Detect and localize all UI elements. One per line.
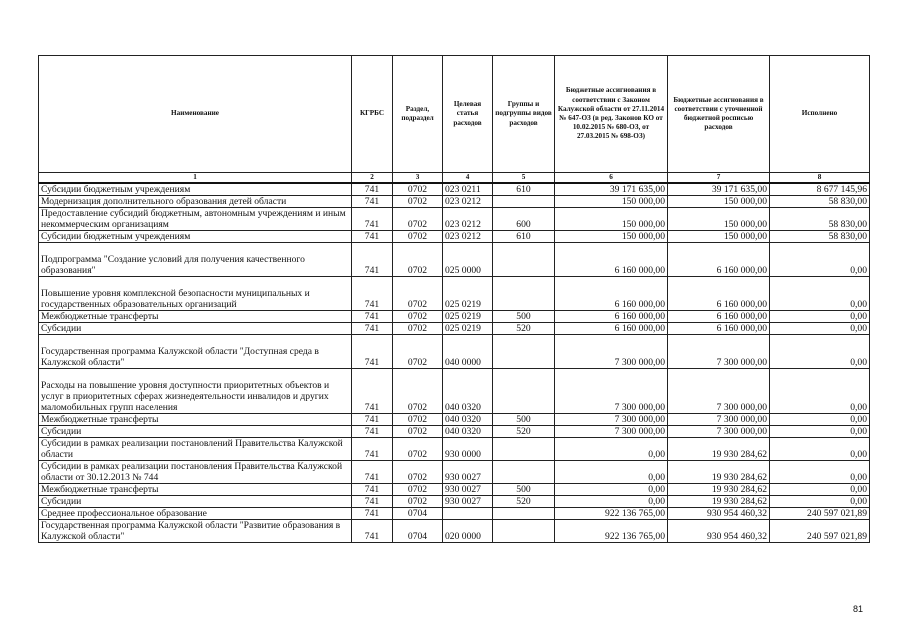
cell-name: Субсидии [39, 496, 352, 508]
table-body [39, 183, 870, 543]
cell-executed: 240 597 021,89 [770, 508, 870, 520]
cell-section: 0702 [393, 484, 443, 496]
cell-name: Среднее профессиональное образование [39, 508, 352, 520]
cell-law: 6 160 000,00 [555, 243, 668, 277]
cell-executed: 0,00 [770, 496, 870, 508]
cell-target: 025 0219 [443, 323, 493, 335]
cell-plan: 39 171 635,00 [668, 183, 770, 196]
column-number: 3 [393, 173, 443, 184]
cell-name: Модернизация дополнительного образования детей области [39, 196, 352, 208]
cell-group [493, 335, 555, 369]
cell-plan: 6 160 000,00 [668, 323, 770, 335]
table-row [39, 311, 870, 323]
cell-kgrbs: 741 [352, 520, 393, 543]
cell-name: Субсидии в рамках реализации постановлений Правительства Калужской области [39, 438, 352, 461]
cell-section: 0702 [393, 438, 443, 461]
cell-name: Субсидии [39, 323, 352, 335]
cell-target: 023 0212 [443, 231, 493, 243]
cell-section: 0702 [393, 208, 443, 231]
cell-target: 040 0000 [443, 335, 493, 369]
cell-kgrbs: 741 [352, 231, 393, 243]
cell-law: 922 136 765,00 [555, 520, 668, 543]
cell-plan: 930 954 460,32 [668, 508, 770, 520]
cell-law: 922 136 765,00 [555, 508, 668, 520]
column-number: 7 [668, 173, 770, 184]
cell-group [493, 508, 555, 520]
cell-plan: 150 000,00 [668, 196, 770, 208]
table-row [39, 243, 870, 277]
cell-law: 150 000,00 [555, 196, 668, 208]
cell-plan: 7 300 000,00 [668, 335, 770, 369]
cell-group: 610 [493, 231, 555, 243]
cell-executed: 0,00 [770, 311, 870, 323]
cell-group: 520 [493, 323, 555, 335]
table-row [39, 196, 870, 208]
column-number-row [39, 173, 870, 184]
cell-executed: 0,00 [770, 426, 870, 438]
cell-group [493, 461, 555, 484]
table-row [39, 520, 870, 543]
table-row [39, 438, 870, 461]
cell-law: 39 171 635,00 [555, 183, 668, 196]
cell-plan: 19 930 284,62 [668, 438, 770, 461]
cell-executed: 58 830,00 [770, 231, 870, 243]
cell-group [493, 520, 555, 543]
cell-kgrbs: 741 [352, 311, 393, 323]
table-row [39, 426, 870, 438]
cell-name: Подпрограмма "Создание условий для получения качественного образования" [39, 243, 352, 277]
cell-section: 0704 [393, 508, 443, 520]
cell-target: 023 0211 [443, 183, 493, 196]
cell-group: 520 [493, 426, 555, 438]
cell-executed: 240 597 021,89 [770, 520, 870, 543]
column-number: 4 [443, 173, 493, 184]
cell-plan: 19 930 284,62 [668, 461, 770, 484]
cell-target: 023 0212 [443, 208, 493, 231]
cell-section: 0702 [393, 277, 443, 311]
cell-name: Субсидии бюджетным учреждениям [39, 183, 352, 196]
cell-section: 0702 [393, 243, 443, 277]
header-name: Наименование [39, 56, 352, 173]
cell-kgrbs: 741 [352, 426, 393, 438]
table-row [39, 231, 870, 243]
cell-executed: 0,00 [770, 438, 870, 461]
cell-kgrbs: 741 [352, 208, 393, 231]
cell-plan: 150 000,00 [668, 208, 770, 231]
cell-target: 040 0320 [443, 369, 493, 414]
table-row [39, 461, 870, 484]
cell-section: 0704 [393, 520, 443, 543]
cell-plan: 19 930 284,62 [668, 496, 770, 508]
cell-kgrbs: 741 [352, 335, 393, 369]
cell-executed: 0,00 [770, 335, 870, 369]
cell-law: 0,00 [555, 484, 668, 496]
cell-executed: 0,00 [770, 277, 870, 311]
cell-law: 6 160 000,00 [555, 311, 668, 323]
cell-law: 7 300 000,00 [555, 335, 668, 369]
cell-law: 0,00 [555, 461, 668, 484]
table-row [39, 414, 870, 426]
cell-section: 0702 [393, 323, 443, 335]
cell-kgrbs: 741 [352, 369, 393, 414]
column-number: 1 [39, 173, 352, 184]
cell-kgrbs: 741 [352, 461, 393, 484]
cell-law: 7 300 000,00 [555, 414, 668, 426]
cell-name: Субсидии в рамках реализации постановления Правительства Калужской области от 30.12.2013 № 744 [39, 461, 352, 484]
cell-kgrbs: 741 [352, 496, 393, 508]
cell-group [493, 369, 555, 414]
cell-group: 500 [493, 414, 555, 426]
cell-group: 520 [493, 496, 555, 508]
column-number: 2 [352, 173, 393, 184]
cell-section: 0702 [393, 426, 443, 438]
header-kgrbs: КГРБС [352, 56, 393, 173]
cell-name: Межбюджетные трансферты [39, 484, 352, 496]
cell-name: Государственная программа Калужской области "Развитие образования в Калужской области" [39, 520, 352, 543]
cell-target: 930 0027 [443, 461, 493, 484]
cell-plan: 6 160 000,00 [668, 311, 770, 323]
cell-executed: 58 830,00 [770, 208, 870, 231]
cell-section: 0702 [393, 461, 443, 484]
table-row [39, 183, 870, 196]
cell-kgrbs: 741 [352, 414, 393, 426]
table-row [39, 496, 870, 508]
cell-target [443, 508, 493, 520]
page-number: 81 [853, 604, 864, 614]
column-number: 8 [770, 173, 870, 184]
cell-law: 0,00 [555, 496, 668, 508]
column-number: 6 [555, 173, 668, 184]
cell-section: 0702 [393, 183, 443, 196]
cell-executed: 8 677 145,96 [770, 183, 870, 196]
table-row [39, 335, 870, 369]
table-header-row [39, 56, 870, 173]
cell-name: Расходы на повышение уровня доступности приоритетных объектов и услуг в приоритетных сферах жизнедеятельности инвалидов и других маломобильных групп населения [39, 369, 352, 414]
cell-target: 023 0212 [443, 196, 493, 208]
cell-kgrbs: 741 [352, 323, 393, 335]
table-row [39, 369, 870, 414]
header-plan-allocations: Бюджетные ассигнования в соответствии с уточненной бюджетной росписью расходов [668, 56, 770, 173]
cell-group: 610 [493, 183, 555, 196]
cell-executed: 0,00 [770, 414, 870, 426]
cell-plan: 150 000,00 [668, 231, 770, 243]
cell-section: 0702 [393, 335, 443, 369]
cell-group [493, 277, 555, 311]
cell-target: 040 0320 [443, 414, 493, 426]
column-number: 5 [493, 173, 555, 184]
cell-target: 930 0027 [443, 484, 493, 496]
cell-name: Повышение уровня комплексной безопасности муниципальных и государственных образовательных организаций [39, 277, 352, 311]
table-row [39, 208, 870, 231]
cell-law: 6 160 000,00 [555, 277, 668, 311]
cell-kgrbs: 741 [352, 243, 393, 277]
cell-plan: 6 160 000,00 [668, 243, 770, 277]
cell-kgrbs: 741 [352, 438, 393, 461]
cell-name: Межбюджетные трансферты [39, 414, 352, 426]
cell-plan: 7 300 000,00 [668, 414, 770, 426]
cell-plan: 19 930 284,62 [668, 484, 770, 496]
header-expense-group: Группы и подгруппы видов расходов [493, 56, 555, 173]
table-row [39, 484, 870, 496]
budget-execution-table [38, 55, 870, 543]
cell-kgrbs: 741 [352, 277, 393, 311]
cell-law: 150 000,00 [555, 208, 668, 231]
cell-target: 930 0000 [443, 438, 493, 461]
cell-target: 020 0000 [443, 520, 493, 543]
cell-group [493, 243, 555, 277]
cell-kgrbs: 741 [352, 484, 393, 496]
cell-target: 025 0219 [443, 277, 493, 311]
table-row [39, 323, 870, 335]
cell-group [493, 438, 555, 461]
cell-plan: 7 300 000,00 [668, 426, 770, 438]
cell-kgrbs: 741 [352, 183, 393, 196]
header-section: Раздел, подраздел [393, 56, 443, 173]
cell-name: Субсидии бюджетным учреждениям [39, 231, 352, 243]
cell-executed: 58 830,00 [770, 196, 870, 208]
cell-name: Субсидии [39, 426, 352, 438]
cell-name: Межбюджетные трансферты [39, 311, 352, 323]
header-law-allocations: Бюджетные ассигнования в соответствии с Законом Калужской области от 27.11.2014 № 647-ОЗ (в ред. Законов КО от 10.02.2015 № 680-ОЗ, от 27.03.2015 № 698-ОЗ) [555, 56, 668, 173]
header-target-article: Целевая статья расходов [443, 56, 493, 173]
cell-law: 0,00 [555, 438, 668, 461]
cell-group: 500 [493, 484, 555, 496]
cell-section: 0702 [393, 414, 443, 426]
cell-section: 0702 [393, 196, 443, 208]
cell-section: 0702 [393, 311, 443, 323]
cell-section: 0702 [393, 231, 443, 243]
cell-executed: 0,00 [770, 243, 870, 277]
cell-target: 025 0219 [443, 311, 493, 323]
cell-executed: 0,00 [770, 461, 870, 484]
cell-plan: 6 160 000,00 [668, 277, 770, 311]
cell-law: 7 300 000,00 [555, 369, 668, 414]
cell-target: 025 0000 [443, 243, 493, 277]
cell-plan: 7 300 000,00 [668, 369, 770, 414]
cell-section: 0702 [393, 369, 443, 414]
cell-kgrbs: 741 [352, 196, 393, 208]
cell-law: 7 300 000,00 [555, 426, 668, 438]
cell-section: 0702 [393, 496, 443, 508]
cell-executed: 0,00 [770, 484, 870, 496]
cell-group: 500 [493, 311, 555, 323]
table-row [39, 277, 870, 311]
cell-name: Предоставление субсидий бюджетным, автономным учреждениям и иным некоммерческим организациям [39, 208, 352, 231]
cell-law: 150 000,00 [555, 231, 668, 243]
cell-executed: 0,00 [770, 323, 870, 335]
cell-law: 6 160 000,00 [555, 323, 668, 335]
cell-target: 040 0320 [443, 426, 493, 438]
table-row [39, 508, 870, 520]
cell-kgrbs: 741 [352, 508, 393, 520]
cell-name: Государственная программа Калужской области "Доступная среда в Калужской области" [39, 335, 352, 369]
cell-group: 600 [493, 208, 555, 231]
cell-plan: 930 954 460,32 [668, 520, 770, 543]
cell-target: 930 0027 [443, 496, 493, 508]
header-executed: Исполнено [770, 56, 870, 173]
cell-group [493, 196, 555, 208]
cell-executed: 0,00 [770, 369, 870, 414]
